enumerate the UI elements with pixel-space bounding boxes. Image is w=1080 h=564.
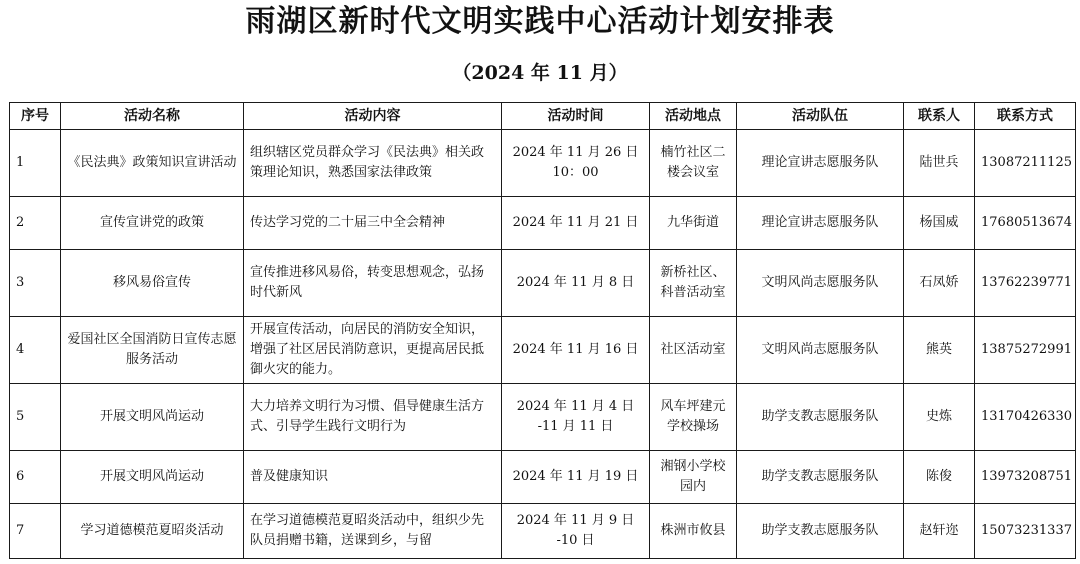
row-contact-phone: 13170426330 xyxy=(975,384,1076,451)
row-activity-time: 2024 年 11 月 16 日 xyxy=(502,317,650,384)
row-contact-phone: 13762239771 xyxy=(975,250,1076,317)
table-header-row xyxy=(10,103,1076,130)
row-contact-phone: 17680513674 xyxy=(975,197,1076,250)
row-index: 4 xyxy=(10,317,61,384)
row-activity-team: 理论宣讲志愿服务队 xyxy=(737,197,904,250)
table-row xyxy=(10,130,1076,197)
row-activity-name: 移风易俗宣传 xyxy=(61,250,244,317)
row-activity-team: 理论宣讲志愿服务队 xyxy=(737,130,904,197)
row-activity-name: 学习道德模范夏昭炎活动 xyxy=(61,504,244,559)
document-title: 雨湖区新时代文明实践中心活动计划安排表 xyxy=(245,4,835,39)
row-index: 3 xyxy=(10,250,61,317)
row-activity-content: 宣传推进移风易俗，转变思想观念，弘扬时代新风 xyxy=(244,250,502,317)
row-activity-name: 开展文明风尚运动 xyxy=(61,384,244,451)
row-activity-location: 楠竹社区二楼会议室 xyxy=(650,130,737,197)
row-activity-location: 九华街道 xyxy=(650,197,737,250)
row-index: 2 xyxy=(10,197,61,250)
row-activity-content: 普及健康知识 xyxy=(244,451,502,504)
row-contact-person: 史炼 xyxy=(904,384,975,451)
row-index: 7 xyxy=(10,504,61,559)
row-activity-time: 2024 年 11 月 26 日 10：00 xyxy=(502,130,650,197)
table-row xyxy=(10,250,1076,317)
header-contact-person: 联系人 xyxy=(904,103,975,130)
row-contact-phone: 15073231337 xyxy=(975,504,1076,559)
row-activity-team: 文明风尚志愿服务队 xyxy=(737,250,904,317)
row-contact-person: 陆世兵 xyxy=(904,130,975,197)
row-contact-person: 陈俊 xyxy=(904,451,975,504)
row-activity-name: 爱国社区全国消防日宣传志愿服务活动 xyxy=(61,317,244,384)
row-contact-phone: 13973208751 xyxy=(975,451,1076,504)
row-activity-name: 开展文明风尚运动 xyxy=(61,451,244,504)
row-activity-content: 组织辖区党员群众学习《民法典》相关政策理论知识，熟悉国家法律政策 xyxy=(244,130,502,197)
row-activity-location: 风车坪建元学校操场 xyxy=(650,384,737,451)
row-activity-content: 开展宣传活动，向居民的消防安全知识，增强了社区居民消防意识，更提高居民抵御火灾的能力。 xyxy=(244,317,502,384)
header-activity-name: 活动名称 xyxy=(61,103,244,130)
row-contact-phone: 13875272991 xyxy=(975,317,1076,384)
row-contact-person: 赵轩迩 xyxy=(904,504,975,559)
row-contact-phone: 13087211125 xyxy=(975,130,1076,197)
table-row xyxy=(10,317,1076,384)
document-subtitle: （2024 年 11 月） xyxy=(452,62,628,84)
row-activity-name: 宣传宣讲党的政策 xyxy=(61,197,244,250)
header-contact-phone: 联系方式 xyxy=(975,103,1076,130)
row-contact-person: 熊英 xyxy=(904,317,975,384)
row-index: 1 xyxy=(10,130,61,197)
header-activity-team: 活动队伍 xyxy=(737,103,904,130)
table-row xyxy=(10,384,1076,451)
row-activity-location: 新桥社区、科普活动室 xyxy=(650,250,737,317)
row-contact-person: 石凤娇 xyxy=(904,250,975,317)
header-index: 序号 xyxy=(10,103,61,130)
table-row xyxy=(10,504,1076,559)
activity-schedule-table xyxy=(9,102,1076,559)
row-activity-location: 株洲市攸县 xyxy=(650,504,737,559)
row-activity-team: 助学支教志愿服务队 xyxy=(737,451,904,504)
row-activity-time: 2024 年 11 月 9 日 -10 日 xyxy=(502,504,650,559)
header-activity-location: 活动地点 xyxy=(650,103,737,130)
row-activity-location: 湘钢小学校园内 xyxy=(650,451,737,504)
row-activity-content: 大力培养文明行为习惯、倡导健康生活方式、引导学生践行文明行为 xyxy=(244,384,502,451)
header-activity-content: 活动内容 xyxy=(244,103,502,130)
table-row xyxy=(10,197,1076,250)
row-activity-time: 2024 年 11 月 19 日 xyxy=(502,451,650,504)
row-activity-location: 社区活动室 xyxy=(650,317,737,384)
row-activity-time: 2024 年 11 月 4 日 -11 月 11 日 xyxy=(502,384,650,451)
row-activity-time: 2024 年 11 月 8 日 xyxy=(502,250,650,317)
row-activity-team: 文明风尚志愿服务队 xyxy=(737,317,904,384)
table-row xyxy=(10,451,1076,504)
row-activity-content: 在学习道德模范夏昭炎活动中，组织少先队员捐赠书籍，送课到乡，与留 xyxy=(244,504,502,559)
row-index: 6 xyxy=(10,451,61,504)
row-index: 5 xyxy=(10,384,61,451)
header-activity-time: 活动时间 xyxy=(502,103,650,130)
row-activity-content: 传达学习党的二十届三中全会精神 xyxy=(244,197,502,250)
row-activity-team: 助学支教志愿服务队 xyxy=(737,384,904,451)
row-activity-time: 2024 年 11 月 21 日 xyxy=(502,197,650,250)
row-activity-team: 助学支教志愿服务队 xyxy=(737,504,904,559)
row-activity-name: 《民法典》政策知识宣讲活动 xyxy=(61,130,244,197)
row-contact-person: 杨国威 xyxy=(904,197,975,250)
